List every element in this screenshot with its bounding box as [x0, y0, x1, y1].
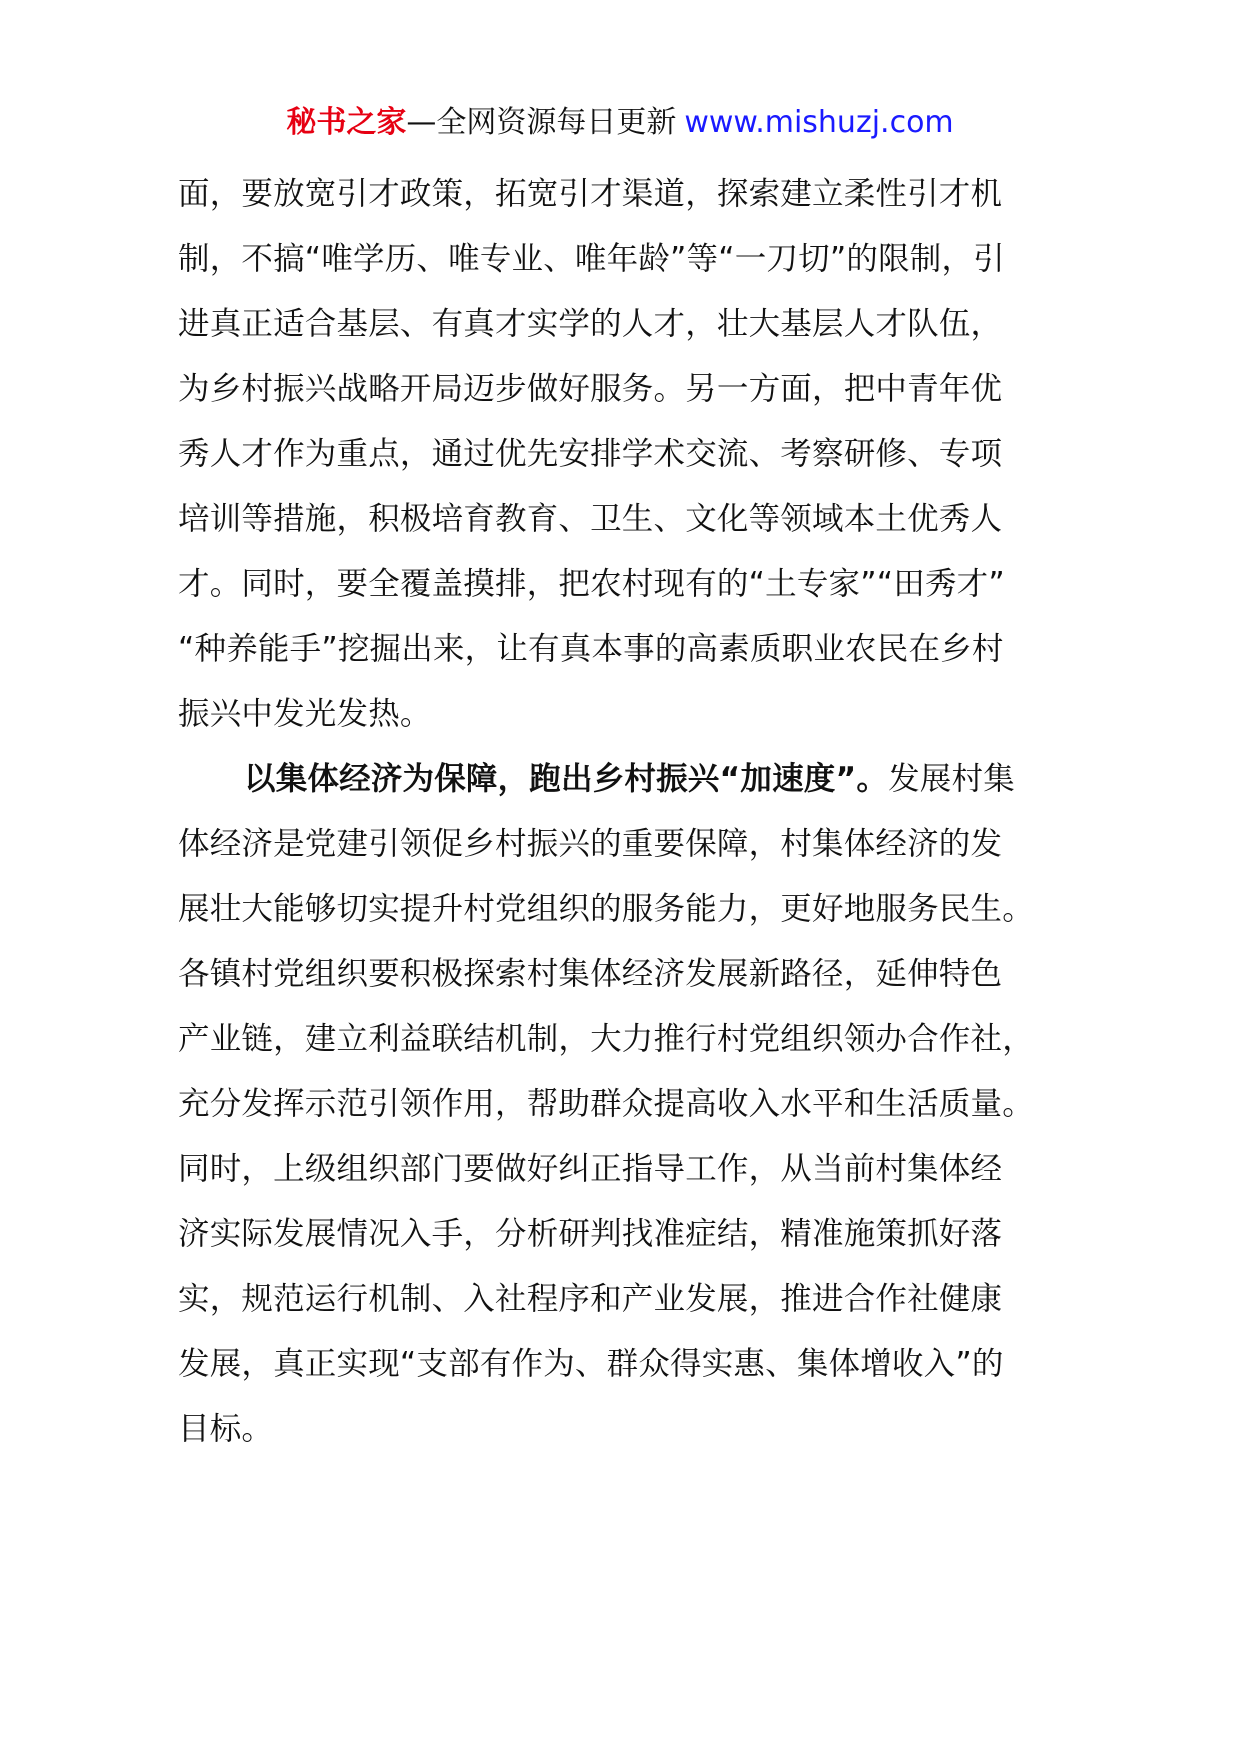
text-line: “种养能手”挖掘出来，让有真本事的高素质职业农民在乡村	[178, 631, 1004, 667]
text-span: 发展村集	[888, 761, 1015, 797]
paragraph-2	[178, 747, 1078, 1462]
text-line: 为乡村振兴战略开局迈步做好服务。另一方面，把中青年优	[178, 371, 1003, 407]
text-line: 体经济是党建引领促乡村振兴的重要保障，村集体经济的发	[178, 826, 1003, 862]
text-line: 同时，上级组织部门要做好纠正指导工作，从当前村集体经	[178, 1151, 1003, 1187]
text-line: 秀人才作为重点，通过优先安排学术交流、考察研修、专项	[178, 436, 1003, 472]
text-line: 目标。	[178, 1411, 274, 1447]
text-line: 济实际发展情况入手，分析研判找准症结，精准施策抓好落	[178, 1216, 1003, 1252]
paragraph-2-first-line	[178, 747, 1078, 812]
text-line: 才。同时，要全覆盖摸排，把农村现有的“土专家”“田秀才”	[178, 566, 1005, 602]
paragraph-1	[178, 162, 1078, 747]
document-body	[178, 162, 1078, 1462]
text-line: 各镇村党组织要积极探索村集体经济发展新路径，延伸特色	[178, 956, 1003, 992]
text-line: 进真正适合基层、有真才实学的人才，壮大基层人才队伍，	[178, 306, 1003, 342]
site-tagline: —全网资源每日更新	[406, 105, 677, 140]
text-line: 充分发挥示范引领作用，帮助群众提高收入水平和生活质量。	[178, 1086, 1034, 1122]
text-line: 产业链，建立利益联结机制，大力推行村党组织领办合作社，	[178, 1021, 1034, 1057]
site-header	[0, 100, 1240, 146]
text-line: 展壮大能够切实提升村党组织的服务能力，更好地服务民生。	[178, 891, 1034, 927]
site-url-link[interactable]: www.mishuzj.com	[684, 105, 954, 140]
text-line: 发展，真正实现“支部有作为、群众得实惠、集体增收入”的	[178, 1346, 1004, 1382]
site-brand: 秘书之家	[286, 105, 407, 140]
text-line: 实，规范运行机制、入社程序和产业发展，推进合作社健康	[178, 1281, 1003, 1317]
text-line: 制，不搞“唯学历、唯专业、唯年龄”等“一刀切”的限制，引	[178, 241, 1005, 277]
text-line: 培训等措施，积极培育教育、卫生、文化等领域本土优秀人	[178, 501, 1003, 537]
text-line: 振兴中发光发热。	[178, 696, 432, 732]
text-line: 面，要放宽引才政策，拓宽引才渠道，探索建立柔性引才机	[178, 176, 1003, 212]
section-heading: 以集体经济为保障，跑出乡村振兴“加速度”。	[244, 761, 889, 797]
